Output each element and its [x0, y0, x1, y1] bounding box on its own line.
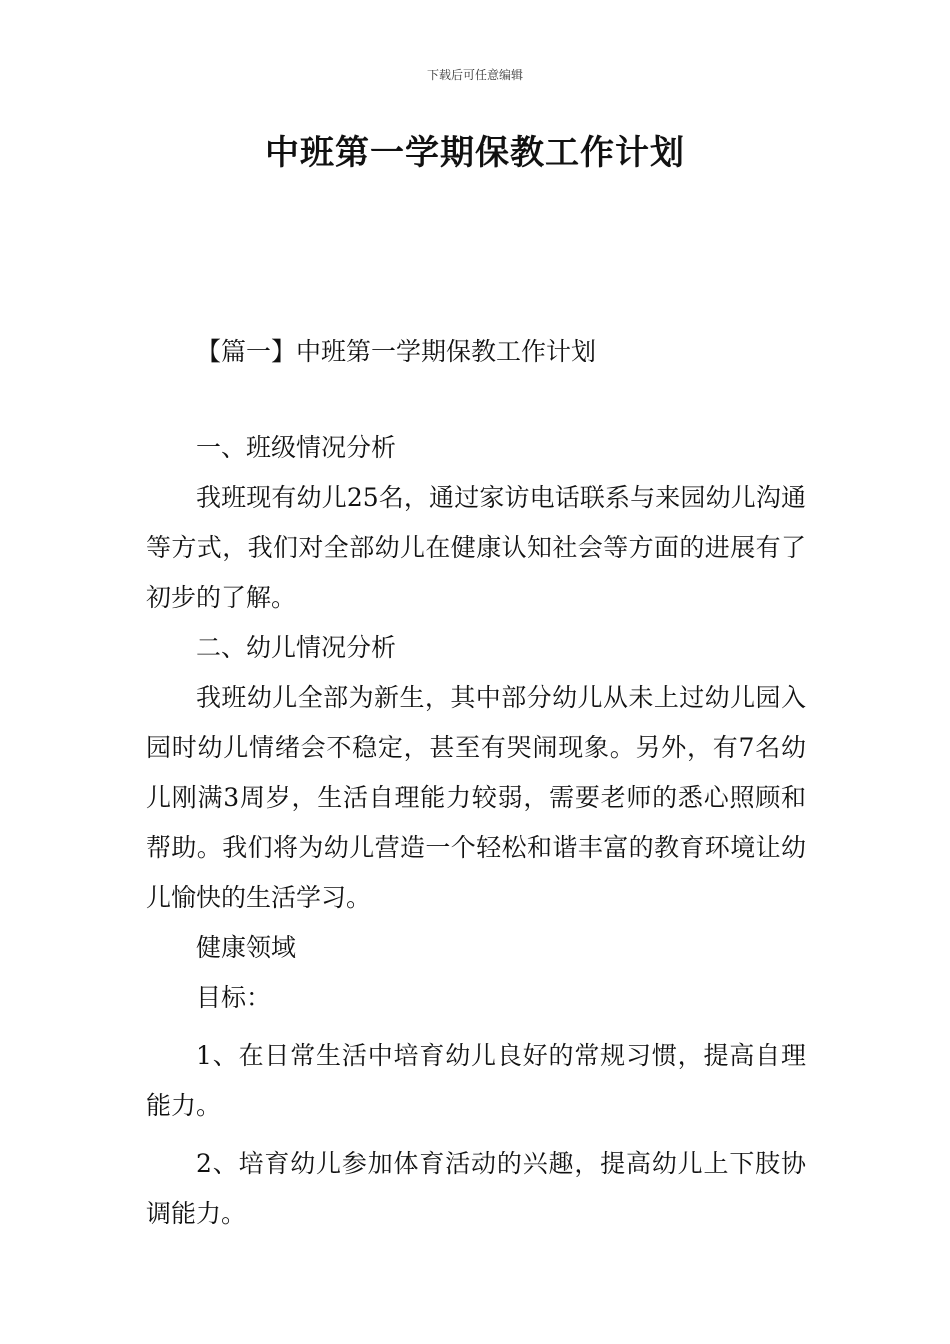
label-goals: 目标：	[196, 983, 272, 1012]
heading-health-domain: 健康领域	[196, 933, 297, 962]
goal-item-2: 2、培育幼儿参加体育活动的兴趣，提高幼儿上下肢协调能力。	[146, 1149, 806, 1228]
paragraph-child-analysis: 我班幼儿全部为新生，其中部分幼儿从未上过幼儿园入园时幼儿情绪会不稳定，甚至有哭闹现象。另外，有7名幼儿刚满3周岁，生活自理能力较弱，需要老师的悉心照顾和帮助。我们将为幼儿营造一个轻松和谐丰富的教育环境让幼儿愉快的生活学习。	[146, 683, 806, 912]
heading-class-analysis: 一、班级情况分析	[196, 433, 397, 462]
section-heading: 【篇一】中班第一学期保教工作计划	[196, 337, 597, 366]
goal-item-1: 1、在日常生活中培育幼儿良好的常规习惯，提高自理能力。	[146, 1041, 806, 1120]
document-body	[146, 423, 806, 1239]
header-note: 下载后可任意编辑	[426, 68, 523, 82]
paragraph-class-analysis: 我班现有幼儿25名，通过家访电话联系与来园幼儿沟通等方式，我们对全部幼儿在健康认知社会等方面的进展有了初步的了解。	[146, 483, 806, 612]
document-title: 中班第一学期保教工作计划	[265, 133, 685, 173]
heading-child-analysis: 二、幼儿情况分析	[196, 633, 397, 662]
